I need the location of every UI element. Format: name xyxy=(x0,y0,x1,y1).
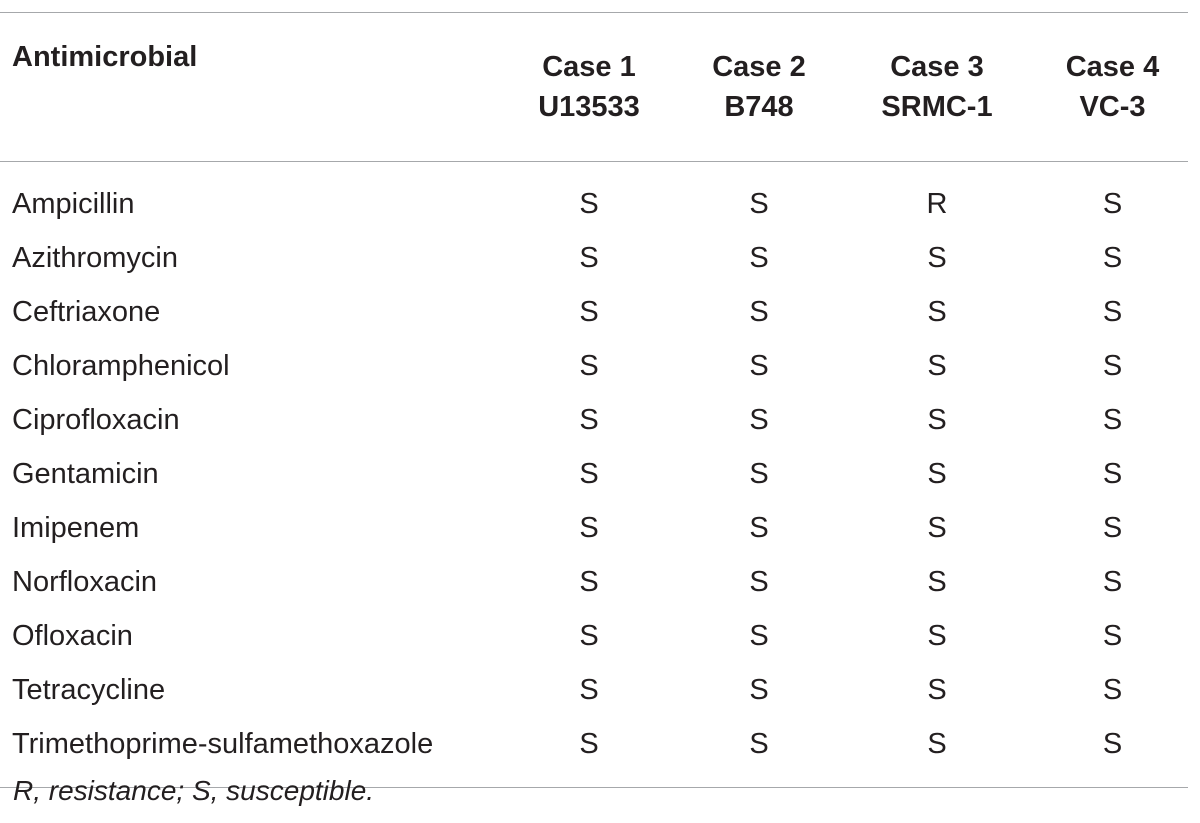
antimicrobial-name: Ampicillin xyxy=(12,187,135,220)
header-case-2 xyxy=(681,13,837,162)
table-row xyxy=(0,339,1188,393)
susceptibility-case-2: S xyxy=(749,727,769,760)
susceptibility-case-2: S xyxy=(749,673,769,706)
table-body xyxy=(0,162,1188,788)
susceptibility-case-1: S xyxy=(579,619,599,652)
antimicrobial-name: Chloramphenicol xyxy=(12,349,230,382)
susceptibility-case-1: S xyxy=(579,457,599,490)
susceptibility-case-2: S xyxy=(749,457,769,490)
susceptibility-case-1: S xyxy=(579,403,599,436)
susceptibility-case-3: S xyxy=(927,241,947,274)
susceptibility-case-1: S xyxy=(579,241,599,274)
header-case-3-isolate: SRMC-1 xyxy=(881,91,993,123)
table-row xyxy=(0,285,1188,339)
susceptibility-case-4: S xyxy=(1102,295,1123,328)
susceptibility-case-4: S xyxy=(1102,187,1123,220)
table-row xyxy=(0,393,1188,447)
susceptibility-case-4: S xyxy=(1102,403,1123,436)
susceptibility-case-3: S xyxy=(927,511,947,544)
table-row xyxy=(0,663,1188,717)
header-case-1-label: Case 1 xyxy=(542,51,636,83)
header-antimicrobial: Antimicrobial xyxy=(12,41,198,73)
top-spacer-row xyxy=(0,162,1188,178)
antimicrobial-name: Gentamicin xyxy=(12,457,159,490)
antimicrobial-name: Ofloxacin xyxy=(12,619,133,652)
antimicrobial-name: Tetracycline xyxy=(12,673,166,706)
header-case-3-label: Case 3 xyxy=(890,51,984,83)
susceptibility-case-1: S xyxy=(579,349,599,382)
susceptibility-case-2: S xyxy=(749,349,769,382)
susceptibility-table-container xyxy=(0,12,1188,788)
table-row xyxy=(0,231,1188,285)
susceptibility-case-4: S xyxy=(1102,349,1123,382)
susceptibility-case-2: S xyxy=(749,403,769,436)
susceptibility-case-1: S xyxy=(579,565,599,598)
susceptibility-case-2: S xyxy=(749,511,769,544)
susceptibility-case-4: S xyxy=(1102,457,1123,490)
susceptibility-case-1: S xyxy=(579,511,599,544)
susceptibility-case-4: S xyxy=(1102,673,1123,706)
antimicrobial-susceptibility-table xyxy=(0,12,1188,788)
susceptibility-case-3: S xyxy=(927,727,947,760)
susceptibility-case-3: S xyxy=(927,295,947,328)
susceptibility-case-2: S xyxy=(749,565,769,598)
header-case-2-label: Case 2 xyxy=(712,51,806,83)
header-case-2-isolate: B748 xyxy=(724,91,794,123)
susceptibility-case-2: S xyxy=(749,241,769,274)
susceptibility-case-4: S xyxy=(1102,511,1123,544)
antimicrobial-name: Ciprofloxacin xyxy=(12,403,180,436)
susceptibility-case-3: S xyxy=(927,349,947,382)
antimicrobial-name: Trimethoprime-sulfamethoxazole xyxy=(12,727,434,760)
table-row xyxy=(0,177,1188,231)
susceptibility-case-3: S xyxy=(927,565,947,598)
table-row xyxy=(0,609,1188,663)
susceptibility-case-3: S xyxy=(927,619,947,652)
susceptibility-case-4: S xyxy=(1102,619,1123,652)
antimicrobial-name: Azithromycin xyxy=(12,241,178,274)
table-row xyxy=(0,717,1188,771)
header-case-4-isolate: VC-3 xyxy=(1079,91,1146,123)
table-footnote: R, resistance; S, susceptible. xyxy=(13,775,375,806)
table-row xyxy=(0,447,1188,501)
header-case-3 xyxy=(837,13,1037,162)
antimicrobial-name: Ceftriaxone xyxy=(12,295,161,328)
susceptibility-case-3: R xyxy=(926,187,948,220)
table-row xyxy=(0,501,1188,555)
susceptibility-case-1: S xyxy=(579,295,599,328)
susceptibility-case-3: S xyxy=(927,457,947,490)
susceptibility-case-2: S xyxy=(749,295,769,328)
antimicrobial-name: Imipenem xyxy=(12,511,140,544)
header-case-1 xyxy=(497,13,681,162)
susceptibility-case-4: S xyxy=(1102,565,1123,598)
header-row xyxy=(0,13,1188,162)
susceptibility-case-1: S xyxy=(579,673,599,706)
table-header xyxy=(0,13,1188,162)
susceptibility-case-2: S xyxy=(749,619,769,652)
header-case-1-isolate: U13533 xyxy=(538,91,640,123)
susceptibility-case-1: S xyxy=(579,187,599,220)
susceptibility-case-1: S xyxy=(579,727,599,760)
header-case-4 xyxy=(1037,13,1188,162)
susceptibility-case-4: S xyxy=(1102,727,1123,760)
antimicrobial-name: Norfloxacin xyxy=(12,565,158,598)
header-case-4-label: Case 4 xyxy=(1065,51,1160,83)
table-row xyxy=(0,555,1188,609)
susceptibility-case-4: S xyxy=(1102,241,1123,274)
susceptibility-case-3: S xyxy=(927,673,947,706)
susceptibility-case-3: S xyxy=(927,403,947,436)
susceptibility-case-2: S xyxy=(749,187,769,220)
